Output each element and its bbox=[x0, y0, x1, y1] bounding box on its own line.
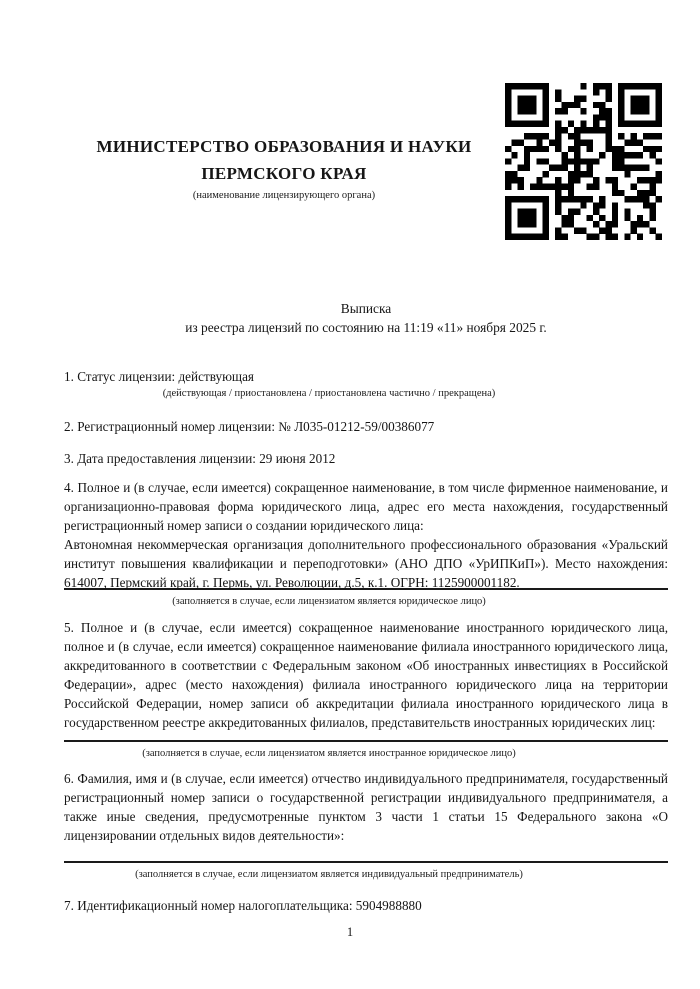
field-legal-entity-answer: Автономная некоммерческая организация дополнительного профессионального образования «Уральский институт повышения квалификации и переподготовки» (АНО ДПО «УрИПКиП»). Место нахождения: 614007, Пермский край, г. Пермь, ул. Революции, д.5, к.1. ОГРН: 1125900001182. bbox=[64, 537, 668, 590]
document-title-line2: из реестра лицензий по состоянию на 11:19 «11» ноября 2025 г. bbox=[185, 320, 547, 335]
field-individual-entrepreneur bbox=[64, 769, 668, 882]
field-individual-entrepreneur-underline bbox=[64, 861, 668, 863]
field-license-grant-date: 3. Дата предоставления лицензии: 29 июня 2012 bbox=[64, 451, 336, 466]
ministry-caption: (наименование лицензирующего органа) bbox=[192, 190, 376, 201]
qr-code bbox=[505, 83, 662, 240]
field-legal-entity-question: 4. Полное и (в случае, если имеется) сокращенное наименование, в том числе фирменное наименование, и организационно-правовая форма юридического лица, адрес его места нахождения, государственный регистрационный номер записи о создании юридического лица: bbox=[64, 480, 668, 533]
page-number: 1 bbox=[346, 925, 354, 939]
field-legal-entity bbox=[64, 478, 668, 609]
field-individual-entrepreneur-question: 6. Фамилия, имя и (в случае, если имеется) отчество индивидуального предпринимателя, государственный регистрационный номер записи о государственной регистрации индивидуального предпринимателя, а также иные сведения, предусмотренные пунктом 3 части 1 статьи 15 Федерального закона «О лицензировании отдельных видов деятельности»: bbox=[64, 771, 668, 843]
field-foreign-entity-underline bbox=[64, 740, 668, 742]
field-foreign-entity-question: 5. Полное и (в случае, если имеется) сокращенное наименование иностранного юридического лица, полное и (в случае, если имеется) сокращенное наименование филиала иностранного юридического лица, аккредитованного в соответствии с Федеральным законом «Об иностранных инвестициях в Российской Федерации», адрес (место нахождения) филиала иностранного юридического лица на территории Российской Федерации, номер записи об аккредитации филиала иностранного юридического лица в государственном реестре аккредитованных филиалов, представительств иностранных юридических лиц: bbox=[64, 620, 668, 730]
field-taxpayer-number: 7. Идентификационный номер налогоплательщика: 5904988880 bbox=[64, 898, 422, 913]
document-title-line1: Выписка bbox=[340, 301, 392, 316]
field-license-status-caption: (действующая / приостановлена / приостановлена частично / прекращена) bbox=[162, 388, 496, 399]
field-foreign-entity-caption: (заполняется в случае, если лицензиатом является иностранное юридическое лицо) bbox=[142, 748, 516, 759]
field-license-status: 1. Статус лицензии: действующая bbox=[64, 369, 255, 384]
field-foreign-entity bbox=[64, 618, 668, 761]
ministry-name-line1: МИНИСТЕРСТВО ОБРАЗОВАНИЯ И НАУКИ bbox=[96, 137, 472, 156]
field-individual-entrepreneur-caption: (заполняется в случае, если лицензиатом является индивидуальный предприниматель) bbox=[135, 869, 523, 880]
field-registration-number: 2. Регистрационный номер лицензии: № Л035-01212-59/00386077 bbox=[64, 419, 435, 434]
field-legal-entity-caption: (заполняется в случае, если лицензиатом является юридическое лицо) bbox=[172, 596, 486, 607]
field-license-status-caption-row bbox=[64, 386, 668, 401]
ministry-header bbox=[64, 133, 504, 203]
ministry-name-line2: ПЕРМСКОГО КРАЯ bbox=[201, 164, 367, 183]
document-title bbox=[64, 299, 668, 337]
